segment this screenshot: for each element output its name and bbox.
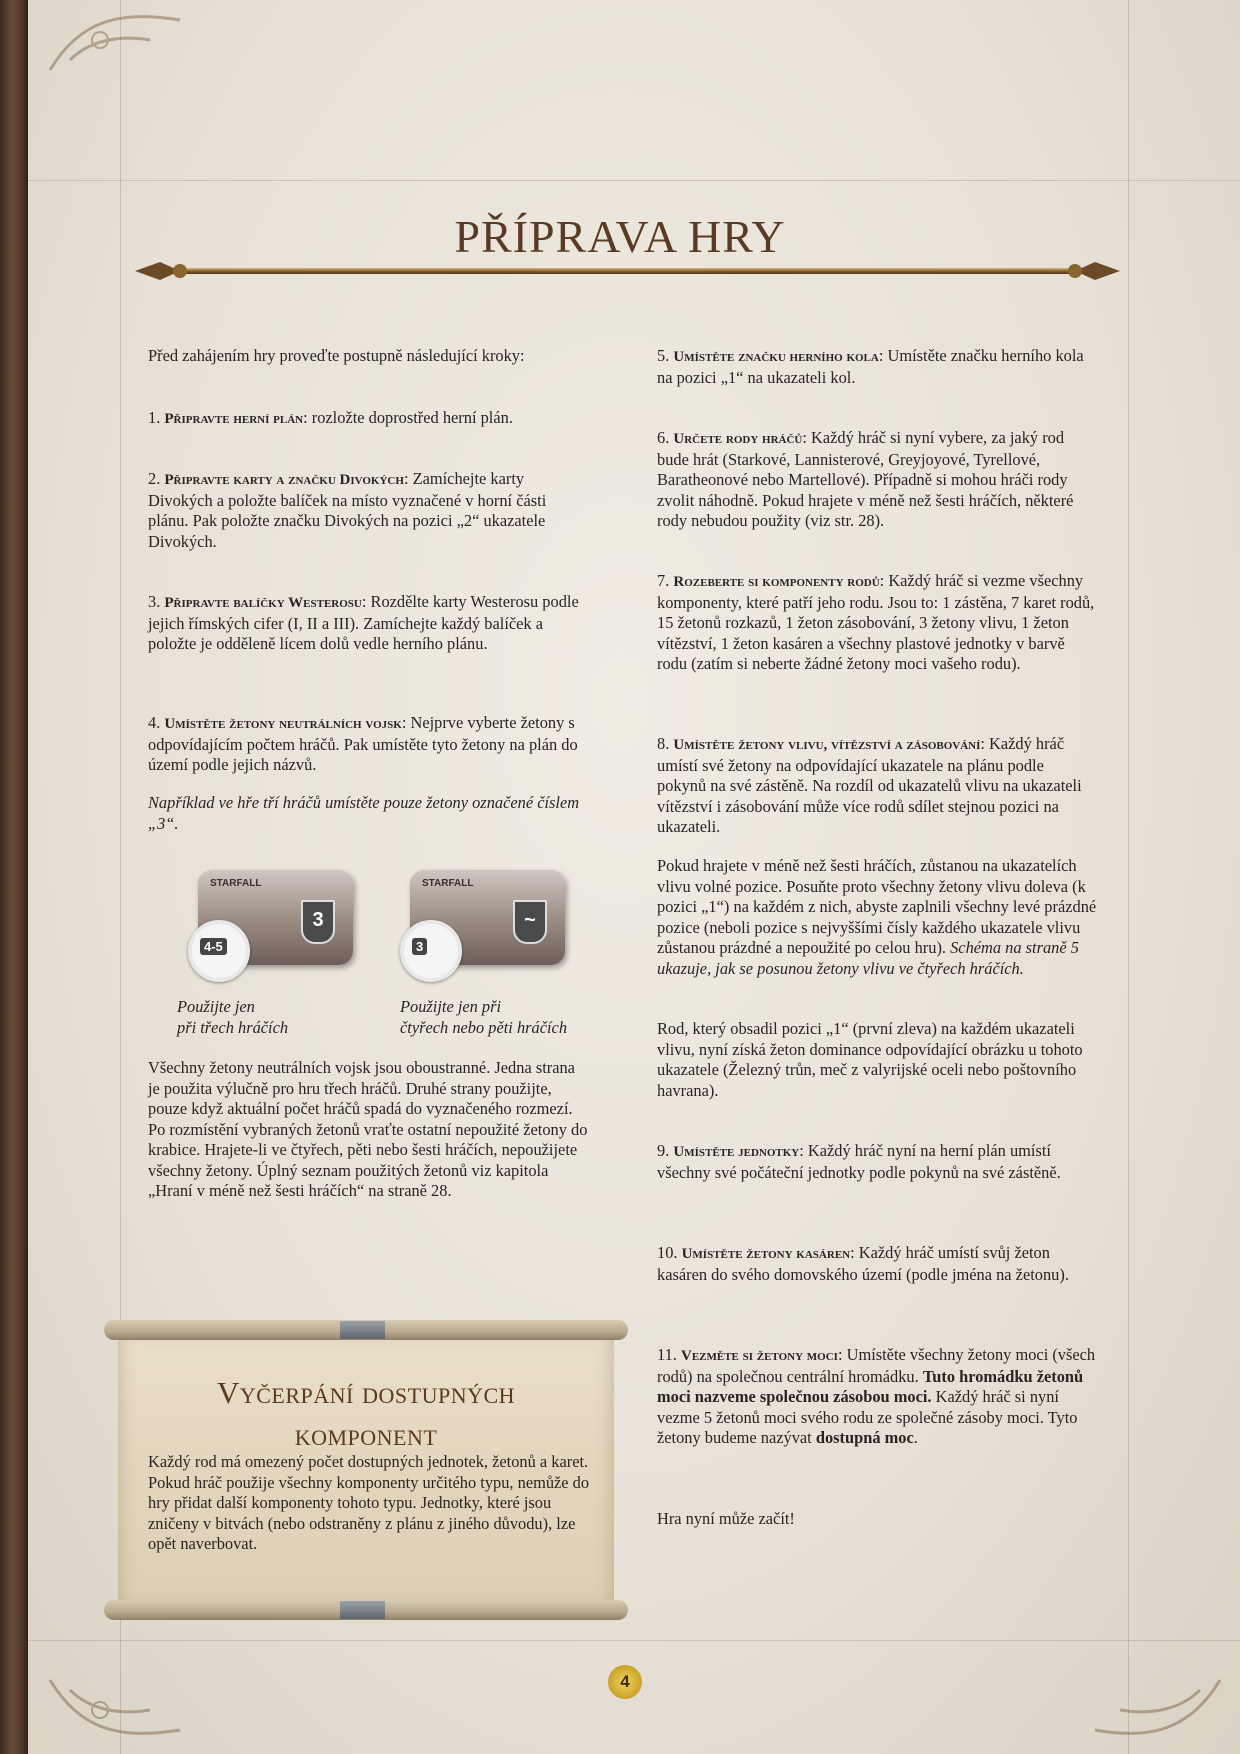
step-4: 4. Umístěte žetony neutrálních vojsk: Nejprve vyberte žetony s odpovídajícím počtem hráčů. Pak umístěte tyto žetony na plán do území podle jejich názvů.: [148, 713, 578, 774]
box-text: Každý rod má omezený počet dostupných jednotek, žetonů a karet. Pokud hráč použije všechny komponenty určitého typu, nemůže do hry přidat další komponenty tohoto typu. Jednotky, které jsou zničeny v bitvách (nebo odstraněny z plánu z jiného důvodu), lze opět naverbovat.: [148, 1452, 590, 1553]
step-10: 10. Umístěte žetony kasáren: Každý hráč umístí svůj žeton kasáren do svého domovského území (podle jména na žetonu).: [657, 1243, 1069, 1284]
step-8-dominance: Rod, který obsadil pozici „1“ (první zleva) na každém ukazateli vlivu, nyní získá žeton dominance odpovídající obrázku u tohoto ukazatele (Železný trůn, meč z valyrijské oceli nebo poštovního havrana).: [657, 1019, 1083, 1100]
frame-line: [28, 180, 1240, 181]
step-4-example: Například ve hře tří hráčů umístěte pouze žetony označené číslem „3“.: [148, 793, 580, 833]
token-caption-2: Použijte jen při čtyřech nebo pěti hráčích: [400, 997, 568, 1037]
corner-ornament-icon: [1090, 1660, 1230, 1750]
frame-line: [28, 1640, 1240, 1641]
step-6: 6. Určete rody hráčů: Každý hráč si nyní vybere, za jaký rod bude hrát (Starkové, Lannisterové, Greyjoyové, Tyrellové, Baratheonové nebo Martellové). Případně si mohou hráči rody zvolit náhodně. Pokud hrajete v méně než šesti hráčích, některé rody nebudou použity (viz str. 28).: [657, 428, 1074, 530]
shield-icon: 3: [301, 900, 335, 944]
components-box: [110, 1320, 622, 1620]
book-spine: [0, 0, 28, 1754]
neutral-token-4-5-players: STARFALL ~ 3: [410, 870, 565, 965]
box-title: Vyčerpání dostupných komponent: [216, 1375, 516, 1452]
page-number: 4: [608, 1665, 642, 1699]
step-2: 2. Připravte karty a značku Divokých: Zamíchejte karty Divokých a položte balíček na místo vyznačené v horní části plánu. Pak položte značku Divokých na pozici „2“ ukazatele Divokých.: [148, 469, 547, 551]
shield-icon: ~: [513, 900, 547, 944]
page-title: PŘÍPRAVA HRY: [454, 211, 786, 262]
token-caption-1: Použijte jen při třech hráčích: [177, 997, 289, 1037]
corner-ornament-icon: [40, 0, 190, 80]
step-8-details: Pokud hrajete v méně než šesti hráčích, zůstanou na ukazatelích vlivu volné pozice. Posuňte proto všechny žetony vlivu doleva (k pozici „1“) na každém z nich, abyste zaplnili všechny levé prázdné pozice (neboli pozice s nejvyššími čísly každého ukazatele vlivu zůstanou prázdné a nepoužité po celou hru). Schéma na straně 5 ukazuje, jak se posunou žetony vlivu ve čtyřech hráčích.: [657, 856, 1097, 978]
step-7: 7. Rozeberte si komponenty rodů: Každý hráč si vezme všechny komponenty, které patří jeho rodu. Jsou to: 1 zástěna, 7 karet rodů, 15 žetonů rozkazů, 1 žeton zásobování, 3 žetony vlivu, 1 žeton vítězství, 1 žeton kasáren a všechny plastové jednotky v barvě rodu (zatím si neberte žádné žetony moci vašeho rodu).: [657, 571, 1095, 673]
step-9: 9. Umístěte jednotky: Každý hráč nyní na herní plán umístí všechny své počáteční jednotky podle pokynů na své zástěně.: [657, 1141, 1061, 1182]
step-5: 5. Umístěte značku herního kola: Umístěte značku herního kola na pozici „1“ na ukazateli kol.: [657, 346, 1084, 387]
step-4-details: Všechny žetony neutrálních vojsk jsou oboustranné. Jedna strana je použita výlučně pro hru třech hráčů. Druhé strany použijte, pouze když aktuální počet hráčů spadá do vyznačeného rozmezí. Po rozmístění vybraných žetonů vraťte ostatní nepoužité žetony do krabice. Hrajete-li ve čtyřech, pěti nebo šesti hráčích, nepoužijete všechny žetony. Úplný seznam použitých žetonů viz kapitola „Hraní v méně než šesti hráčích“ na straně 28.: [148, 1058, 588, 1200]
frame-line: [1128, 0, 1129, 1754]
step-3: 3. Připravte balíčky Westerosu: Rozdělte karty Westerosu podle jejich římských cifer (I, II a III). Zamíchejte každý balíček a položte je odděleně lícem dolů vedle herního plánu.: [148, 592, 579, 653]
closing-text: Hra nyní může začít!: [657, 1509, 795, 1528]
step-1: 1. Připravte herní plán: rozložte doprostřed herní plán.: [148, 408, 513, 427]
player-count-icon: 4-5: [188, 920, 250, 982]
player-count-icon: 3: [400, 920, 462, 982]
title-rod-ornament-icon: [135, 260, 1120, 282]
step-8: 8. Umístěte žetony vlivu, vítězství a zásobování: Každý hráč umístí své žetony na odpovídající ukazatele na plánu podle pokynů na své zástěně. Na rozdíl od ukazatelů vlivu na ukazateli vítězství i zásobování může více rodů sdílet stejnou pozici na ukazateli.: [657, 734, 1082, 836]
step-11: 11. Vezměte si žetony moci: Umístěte všechny žetony moci (všech rodů) na společnou centrální hromádku. Tuto hromádku žetonů moci nazveme společnou zásobou moci. Každý hráč si nyní vezme 5 žetonů moci svého rodu ze společné zásoby moci. Tyto žetony budeme nazývat dostupná moc.: [657, 1345, 1096, 1447]
neutral-token-3-players: STARFALL 3 4-5: [198, 870, 353, 965]
corner-ornament-icon: [40, 1660, 190, 1750]
intro-text: Před zahájením hry proveďte postupně následující kroky:: [148, 346, 525, 365]
